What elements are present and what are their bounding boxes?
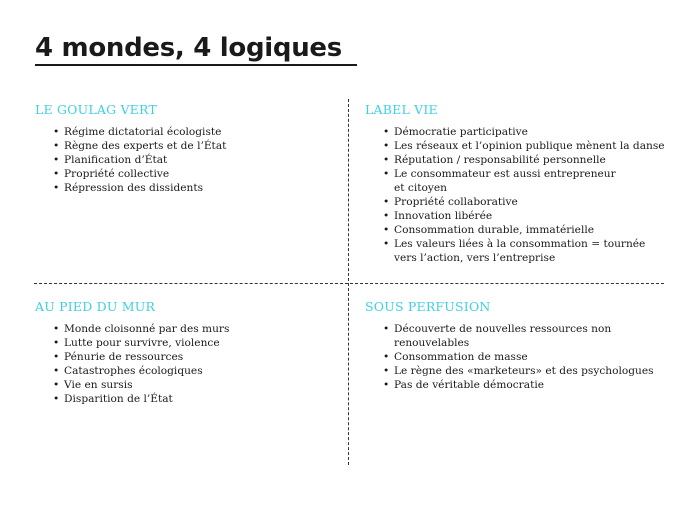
list-item: • Règne des experts et de l’État: [53, 139, 335, 153]
list-item: • Vie en sursis: [53, 378, 335, 392]
quadrant-heading: SOUS PERFUSION: [365, 299, 491, 314]
page-title: 4 mondes, 4 logiques: [35, 33, 342, 63]
quadrant-au-pied-du-mur: [35, 299, 335, 406]
list-item: • Innovation libérée: [383, 209, 665, 223]
list-item: • Disparition de l’État: [53, 392, 335, 406]
list-item: • Les réseaux et l’opinion publique mènent la danse: [383, 139, 665, 153]
horizontal-divider: [34, 283, 664, 284]
quadrant-goulag-vert: [35, 102, 335, 195]
list-item: • Catastrophes écologiques: [53, 364, 335, 378]
list-item: • Lutte pour survivre, violence: [53, 336, 335, 350]
list-item: • Les valeurs liées à la consommation = tournée vers l’action, vers l’entreprise: [383, 237, 665, 265]
list-item: • Planification d’État: [53, 153, 335, 167]
list-item: • Démocratie participative: [383, 125, 665, 139]
list-item: • Le consommateur est aussi entrepreneur et citoyen: [383, 167, 665, 195]
list-item: • Répression des dissidents: [53, 181, 335, 195]
list-item: • Monde cloisonné par des murs: [53, 322, 335, 336]
quadrant-sous-perfusion: [365, 299, 665, 392]
list-item: • Pénurie de ressources: [53, 350, 335, 364]
quadrant-label-vie: [365, 102, 665, 265]
bullet-list: [35, 125, 335, 195]
quadrant-heading: LE GOULAG VERT: [35, 102, 157, 117]
list-item: • Consommation de masse: [383, 350, 665, 364]
quadrant-heading: LABEL VIE: [365, 102, 438, 117]
quadrant-heading: AU PIED DU MUR: [35, 299, 156, 314]
list-item: • Consommation durable, immatérielle: [383, 223, 665, 237]
title-underline: [35, 64, 357, 66]
vertical-divider: [348, 99, 349, 465]
bullet-list: [365, 322, 665, 392]
bullet-list: [35, 322, 335, 406]
list-item: • Propriété collaborative: [383, 195, 665, 209]
list-item: • Réputation / responsabilité personnelle: [383, 153, 665, 167]
list-item: • Régime dictatorial écologiste: [53, 125, 335, 139]
list-item: • Découverte de nouvelles ressources non renouvelables: [383, 322, 665, 350]
list-item: • Pas de véritable démocratie: [383, 378, 665, 392]
list-item: • Propriété collective: [53, 167, 335, 181]
list-item: • Le règne des «marketeurs» et des psychologues: [383, 364, 665, 378]
bullet-list: [365, 125, 665, 265]
